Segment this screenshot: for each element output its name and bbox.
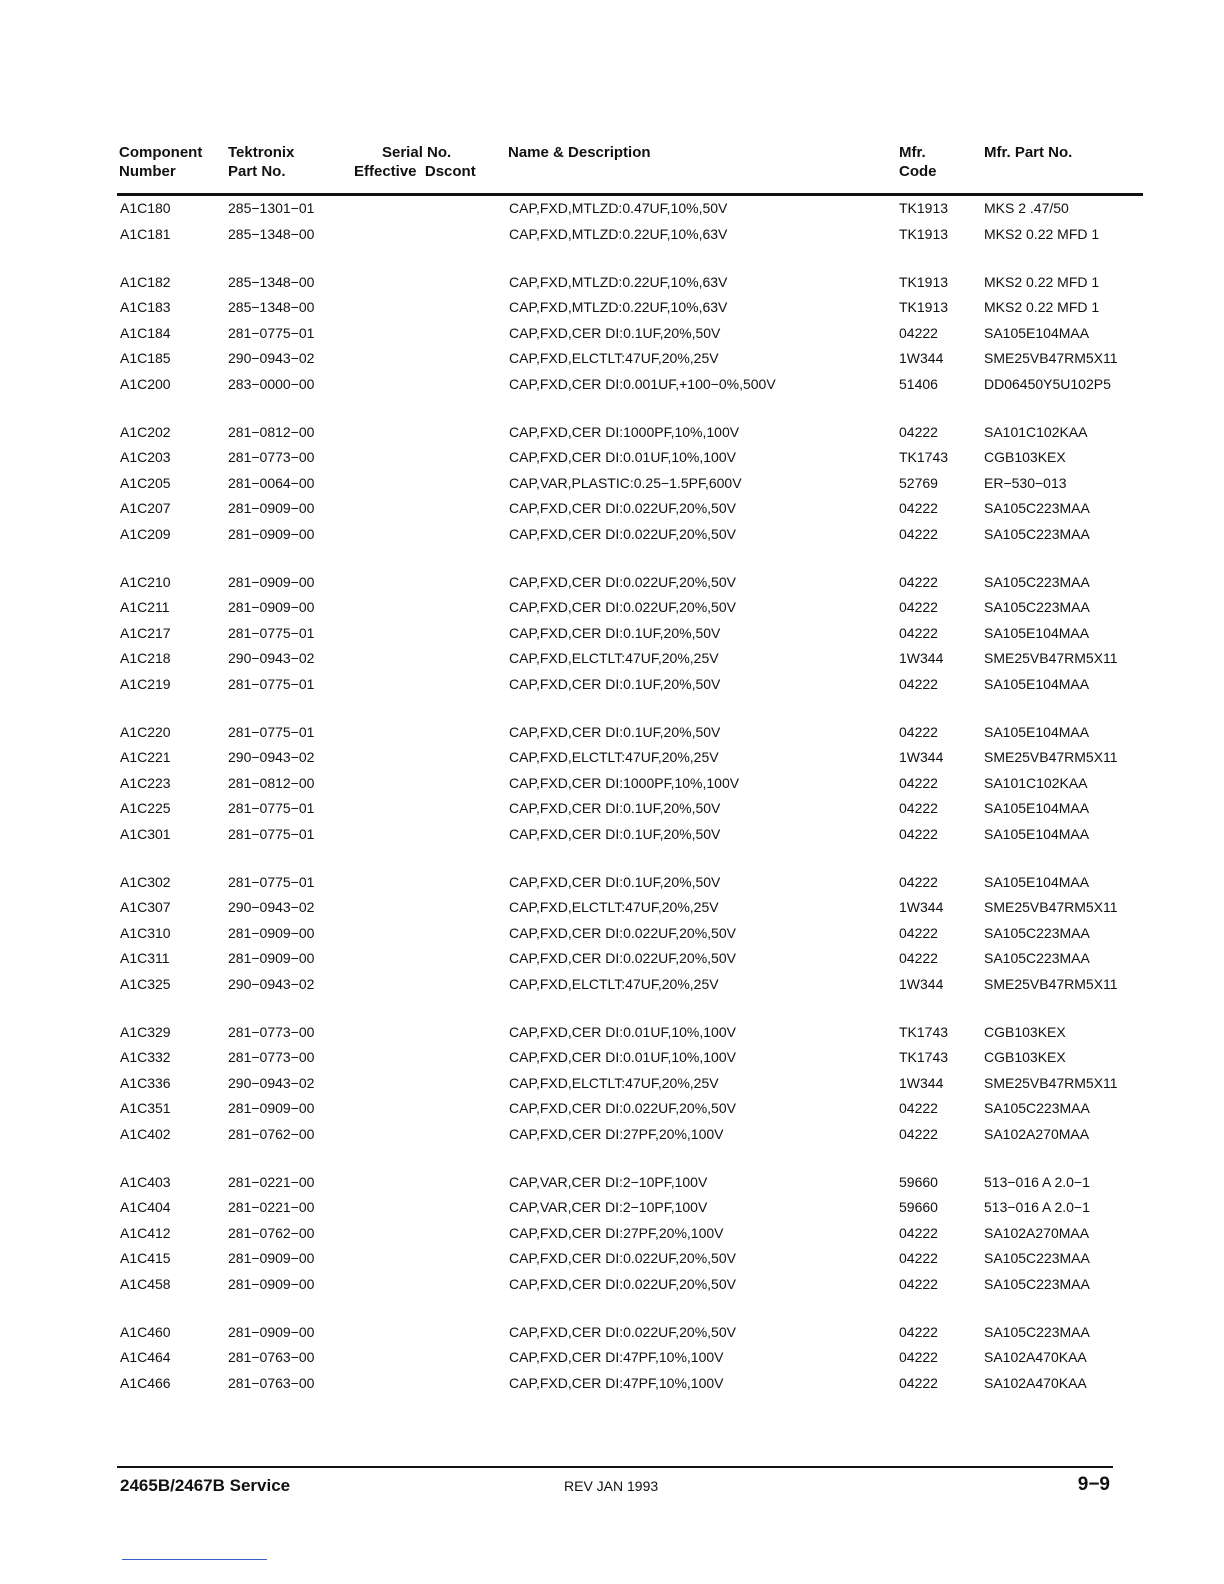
table-row [0,346,1224,372]
mfr-part-number: SA105E104MAA [984,873,1090,890]
mfr-code: 04222 [899,500,938,516]
header-tektronix-part: Tektronix Part No. [228,144,295,180]
mfr-part-number: SA102A470KAA [984,1374,1087,1391]
header-mfr-code: Mfr. Code [899,144,937,180]
mfr-code: 04222 [899,1250,938,1266]
table-row [0,420,1224,446]
name-description: CAP,FXD,MTLZD:0.47UF,10%,50V [509,200,728,216]
tektronix-part-number: 281−0775−01 [228,800,315,816]
row-group [0,570,1224,698]
mfr-part-number: SA105C223MAA [984,525,1090,542]
footer-revision: REV JAN 1993 [564,1478,659,1494]
tektronix-part-number: 281−0909−00 [228,500,315,516]
tektronix-part-number: 283−0000−00 [228,375,315,392]
tektronix-part-number: 281−0909−00 [228,1323,315,1340]
component-number: A1C336 [120,1074,171,1091]
component-number: A1C223 [120,774,171,791]
name-description: CAP,FXD,CER DI:1000PF,10%,100V [509,423,740,440]
component-number: A1C210 [120,573,171,590]
mfr-part-number: SA102A270MAA [984,1125,1090,1142]
tektronix-part-number: 281−0812−00 [228,423,315,440]
component-number: A1C466 [120,1374,171,1391]
parts-table-body [0,196,1224,1419]
table-row [0,1221,1224,1247]
name-description: CAP,FXD,CER DI:0.022UF,20%,50V [509,950,736,966]
table-row [0,522,1224,548]
name-description: CAP,FXD,CER DI:47PF,10%,100V [509,1374,724,1391]
mfr-code: 59660 [899,1199,938,1215]
table-row [0,270,1224,296]
header-name-description: Name & Description [508,144,651,161]
tektronix-part-number: 281−0763−00 [228,1374,315,1391]
mfr-code: 04222 [899,800,938,816]
table-row [0,321,1224,347]
name-description: CAP,FXD,CER DI:1000PF,10%,100V [509,774,740,791]
tektronix-part-number: 281−0775−01 [228,825,315,842]
component-number: A1C219 [120,675,171,692]
component-number: A1C301 [120,825,171,842]
name-description: CAP,FXD,CER DI:0.022UF,20%,50V [509,924,736,941]
name-description: CAP,FXD,MTLZD:0.22UF,10%,63V [509,273,728,290]
mfr-part-number: MKS2 0.22 MFD 1 [984,225,1100,242]
name-description: CAP,FXD,CER DI:0.022UF,20%,50V [509,525,736,542]
component-number: A1C332 [120,1049,171,1065]
component-number: A1C302 [120,873,171,890]
table-row [0,895,1224,921]
mfr-part-number: SME25VB47RM5X11 [984,350,1118,366]
mfr-part-number: CGB103KEX [984,1049,1066,1065]
header-mfr-part: Mfr. Part No. [984,144,1073,161]
component-number: A1C185 [120,350,171,366]
table-row [0,1246,1224,1272]
table-row [0,1345,1224,1371]
mfr-part-number: SA105E104MAA [984,800,1090,816]
name-description: CAP,FXD,ELCTLT:47UF,20%,25V [509,1074,719,1091]
tektronix-part-number: 281−0775−01 [228,723,315,740]
table-row [0,646,1224,672]
component-number: A1C402 [120,1125,171,1142]
tektronix-part-number: 281−0909−00 [228,924,315,941]
mfr-part-number: SME25VB47RM5X11 [984,650,1118,666]
tektronix-part-number: 281−0221−00 [228,1199,315,1215]
footer-manual-title: 2465B/2467B Service [120,1476,291,1495]
table-row [0,822,1224,848]
tektronix-part-number: 281−0763−00 [228,1349,315,1365]
table-row [0,771,1224,797]
mfr-part-number: SA105E104MAA [984,324,1090,341]
mfr-code: 1W344 [899,749,944,765]
mfr-part-number: SA105E104MAA [984,723,1090,740]
tektronix-part-number: 290−0943−02 [228,749,315,765]
mfr-part-number: MKS2 0.22 MFD 1 [984,273,1100,290]
tektronix-part-number: 281−0775−01 [228,873,315,890]
tektronix-part-number: 281−0773−00 [228,1023,315,1040]
tektronix-part-number: 281−0221−00 [228,1173,315,1190]
component-number: A1C351 [120,1100,171,1116]
table-row [0,372,1224,398]
table-row [0,672,1224,698]
name-description: CAP,FXD,CER DI:0.022UF,20%,50V [509,500,736,516]
table-row [0,1371,1224,1397]
mfr-part-number: MKS2 0.22 MFD 1 [984,299,1100,315]
mfr-code: 1W344 [899,350,944,366]
mfr-code: TK1743 [899,449,949,465]
mfr-part-number: SA105C223MAA [984,1250,1090,1266]
component-number: A1C181 [120,225,171,242]
mfr-part-number: SA101C102KAA [984,774,1088,791]
table-row [0,445,1224,471]
name-description: CAP,FXD,CER DI:0.01UF,10%,100V [509,1023,736,1040]
component-number: A1C325 [120,975,171,992]
tektronix-part-number: 290−0943−02 [228,899,315,915]
component-number: A1C460 [120,1323,171,1340]
table-row [0,570,1224,596]
mfr-code: 04222 [899,873,938,890]
row-group [0,1170,1224,1298]
mfr-part-number: SA101C102KAA [984,423,1088,440]
row-group [0,420,1224,548]
name-description: CAP,FXD,CER DI:0.1UF,20%,50V [509,800,721,816]
name-description: CAP,FXD,CER DI:27PF,20%,100V [509,1125,724,1142]
mfr-part-number: SA102A470KAA [984,1349,1087,1365]
name-description: CAP,FXD,MTLZD:0.22UF,10%,63V [509,225,728,242]
component-number: A1C182 [120,273,171,290]
mfr-part-number: SA105C223MAA [984,1323,1090,1340]
component-number: A1C221 [120,749,171,765]
mfr-code: 51406 [899,375,938,392]
mfr-code: 1W344 [899,899,944,915]
name-description: CAP,FXD,CER DI:0.1UF,20%,50V [509,723,721,740]
table-row [0,196,1224,222]
row-group [0,1020,1224,1148]
component-number: A1C203 [120,449,171,465]
component-number: A1C220 [120,723,171,740]
name-description: CAP,VAR,CER DI:2−10PF,100V [509,1173,708,1190]
tektronix-part-number: 281−0762−00 [228,1224,315,1241]
tektronix-part-number: 281−0909−00 [228,573,315,590]
name-description: CAP,FXD,CER DI:0.1UF,20%,50V [509,873,721,890]
mfr-part-number: SA105E104MAA [984,825,1090,842]
table-row [0,1195,1224,1221]
component-number: A1C180 [120,200,171,216]
mfr-part-number: ER−530−013 [984,474,1067,491]
tektronix-part-number: 290−0943−02 [228,1074,315,1091]
mfr-code: 04222 [899,825,938,842]
tektronix-part-number: 285−1348−00 [228,225,315,242]
component-number: A1C209 [120,525,171,542]
mfr-code: 04222 [899,1224,938,1241]
name-description: CAP,FXD,ELCTLT:47UF,20%,25V [509,749,719,765]
tektronix-part-number: 281−0812−00 [228,774,315,791]
table-row [0,1071,1224,1097]
mfr-code: 59660 [899,1173,938,1190]
name-description: CAP,FXD,CER DI:0.01UF,10%,100V [509,1049,736,1065]
mfr-part-number: SME25VB47RM5X11 [984,975,1118,992]
mfr-code: TK1913 [899,273,949,290]
table-row [0,1272,1224,1298]
footer-divider [117,1466,1113,1468]
mfr-part-number: SME25VB47RM5X11 [984,899,1118,915]
mfr-part-number: SA105E104MAA [984,624,1090,641]
tektronix-part-number: 281−0909−00 [228,599,315,615]
tektronix-part-number: 281−0775−01 [228,675,315,692]
tektronix-part-number: 281−0064−00 [228,474,315,491]
mfr-part-number: SA105C223MAA [984,573,1090,590]
table-row [0,595,1224,621]
mfr-code: TK1913 [899,299,949,315]
mfr-code: 04222 [899,423,938,440]
tektronix-part-number: 281−0909−00 [228,1250,315,1266]
name-description: CAP,VAR,CER DI:2−10PF,100V [509,1199,708,1215]
mfr-part-number: SA105C223MAA [984,1275,1090,1292]
table-row [0,496,1224,522]
table-row [0,796,1224,822]
header-component: Component Number [119,144,203,180]
tektronix-part-number: 285−1348−00 [228,273,315,290]
mfr-code: 04222 [899,924,938,941]
mfr-code: 1W344 [899,650,944,666]
mfr-code: 04222 [899,599,938,615]
name-description: CAP,FXD,CER DI:0.1UF,20%,50V [509,624,721,641]
mfr-part-number: SME25VB47RM5X11 [984,1074,1118,1091]
name-description: CAP,FXD,CER DI:0.1UF,20%,50V [509,675,721,692]
name-description: CAP,FXD,CER DI:0.022UF,20%,50V [509,1100,736,1116]
row-group [0,1320,1224,1397]
component-number: A1C458 [120,1275,171,1292]
mfr-code: 04222 [899,1374,938,1391]
tektronix-part-number: 290−0943−02 [228,350,315,366]
mfr-part-number: CGB103KEX [984,1023,1066,1040]
table-row [0,972,1224,998]
name-description: CAP,FXD,CER DI:0.1UF,20%,50V [509,825,721,842]
mfr-part-number: SA105C223MAA [984,1100,1090,1116]
table-row [0,921,1224,947]
mfr-part-number: 513−016 A 2.0−1 [984,1173,1090,1190]
mfr-code: TK1913 [899,200,949,216]
mfr-part-number: SA105E104MAA [984,675,1090,692]
component-number: A1C217 [120,624,171,641]
mfr-code: TK1743 [899,1049,949,1065]
table-row [0,471,1224,497]
table-row [0,745,1224,771]
name-description: CAP,FXD,ELCTLT:47UF,20%,25V [509,650,719,666]
name-description: CAP,FXD,CER DI:0.001UF,+100−0%,500V [509,375,776,392]
mfr-code: 04222 [899,624,938,641]
component-number: A1C307 [120,899,171,915]
tektronix-part-number: 285−1301−01 [228,200,315,216]
tektronix-part-number: 290−0943−02 [228,650,315,666]
name-description: CAP,FXD,CER DI:0.022UF,20%,50V [509,1250,736,1266]
table-row [0,1170,1224,1196]
table-row [0,1020,1224,1046]
table-row [0,295,1224,321]
tektronix-part-number: 290−0943−02 [228,975,315,992]
component-number: A1C184 [120,324,171,341]
mfr-code: 04222 [899,950,938,966]
row-group [0,196,1224,247]
mfr-code: 04222 [899,573,938,590]
footer-page-number: 9−9 [1077,1474,1110,1495]
mfr-part-number: CGB103KEX [984,449,1066,465]
component-number: A1C415 [120,1250,171,1266]
tektronix-part-number: 281−0909−00 [228,1275,315,1292]
name-description: CAP,FXD,CER DI:0.022UF,20%,50V [509,1275,736,1292]
component-number: A1C202 [120,423,171,440]
name-description: CAP,VAR,PLASTIC:0.25−1.5PF,600V [509,474,742,491]
tektronix-part-number: 281−0775−01 [228,624,315,641]
table-row [0,1122,1224,1148]
component-number: A1C403 [120,1173,171,1190]
tektronix-part-number: 281−0773−00 [228,1049,315,1065]
name-description: CAP,FXD,CER DI:0.022UF,20%,50V [509,573,736,590]
table-row [0,1045,1224,1071]
tektronix-part-number: 281−0909−00 [228,525,315,542]
mfr-part-number: SME25VB47RM5X11 [984,749,1118,765]
header-serial: Serial No. Effective Dscont [354,144,476,180]
component-number: A1C183 [120,299,171,315]
name-description: CAP,FXD,MTLZD:0.22UF,10%,63V [509,299,728,315]
name-description: CAP,FXD,CER DI:0.01UF,10%,100V [509,449,736,465]
mfr-code: 1W344 [899,975,944,992]
table-row [0,870,1224,896]
mfr-code: 04222 [899,675,938,692]
table-row [0,720,1224,746]
component-number: A1C311 [120,950,170,966]
row-group [0,270,1224,398]
name-description: CAP,FXD,CER DI:0.1UF,20%,50V [509,324,721,341]
name-description: CAP,FXD,CER DI:0.022UF,20%,50V [509,599,736,615]
mfr-part-number: SA105C223MAA [984,950,1090,966]
mfr-code: 04222 [899,324,938,341]
mfr-code: 04222 [899,525,938,542]
component-number: A1C207 [120,500,171,516]
mfr-code: 04222 [899,1323,938,1340]
mfr-part-number: SA102A270MAA [984,1224,1090,1241]
mfr-part-number: SA105C223MAA [984,599,1090,615]
table-row [0,1320,1224,1346]
tektronix-part-number: 281−0775−01 [228,324,315,341]
mfr-code: TK1743 [899,1023,949,1040]
tektronix-part-number: 285−1348−00 [228,299,315,315]
name-description: CAP,FXD,CER DI:0.022UF,20%,50V [509,1323,736,1340]
tektronix-part-number: 281−0773−00 [228,449,315,465]
component-number: A1C218 [120,650,171,666]
mfr-code: 04222 [899,1100,938,1116]
component-number: A1C211 [120,599,170,615]
mfr-code: 04222 [899,723,938,740]
name-description: CAP,FXD,ELCTLT:47UF,20%,25V [509,975,719,992]
component-number: A1C205 [120,474,171,491]
table-row [0,946,1224,972]
component-number: A1C464 [120,1349,171,1365]
page-edge-line [122,1559,267,1560]
mfr-code: 04222 [899,774,938,791]
name-description: CAP,FXD,CER DI:27PF,20%,100V [509,1224,724,1241]
mfr-part-number: DD06450Y5U102P5 [984,375,1111,392]
component-number: A1C329 [120,1023,171,1040]
component-number: A1C200 [120,375,171,392]
table-row [0,222,1224,248]
mfr-code: 04222 [899,1275,938,1292]
mfr-code: 04222 [899,1349,938,1365]
component-number: A1C404 [120,1199,171,1215]
tektronix-part-number: 281−0909−00 [228,1100,315,1116]
component-number: A1C225 [120,800,171,816]
name-description: CAP,FXD,ELCTLT:47UF,20%,25V [509,350,719,366]
mfr-part-number: MKS 2 .47/50 [984,200,1069,216]
name-description: CAP,FXD,CER DI:47PF,10%,100V [509,1349,724,1365]
name-description: CAP,FXD,ELCTLT:47UF,20%,25V [509,899,719,915]
mfr-part-number: SA105C223MAA [984,500,1090,516]
component-number: A1C310 [120,924,171,941]
mfr-code: 04222 [899,1125,938,1142]
tektronix-part-number: 281−0762−00 [228,1125,315,1142]
mfr-code: 1W344 [899,1074,944,1091]
mfr-code: 52769 [899,474,938,491]
mfr-part-number: 513−016 A 2.0−1 [984,1199,1090,1215]
mfr-code: TK1913 [899,225,949,242]
row-group [0,870,1224,998]
mfr-part-number: SA105C223MAA [984,924,1090,941]
table-row [0,621,1224,647]
tektronix-part-number: 281−0909−00 [228,950,315,966]
component-number: A1C412 [120,1224,171,1241]
table-row [0,1096,1224,1122]
row-group [0,720,1224,848]
